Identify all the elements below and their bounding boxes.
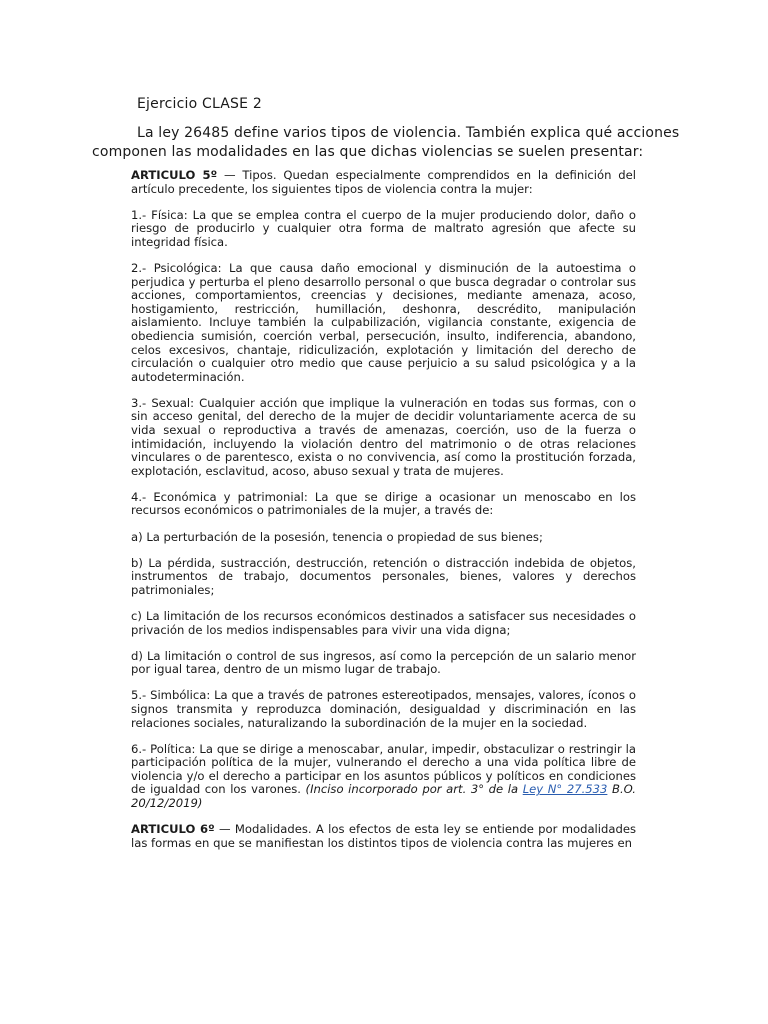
article-6-text: — Modalidades. A los efectos de esta ley se entiende por modalidades las formas en que se manifiestan los distintos tipos de violencia contra las mujeres en [131, 822, 636, 850]
law-excerpt [131, 169, 636, 863]
violence-type-psicologica: 2.- Psicológica: La que causa daño emocional y disminución de la autoestima o perjudica y perturba el pleno desarrollo personal o que busca degradar o controlar sus acciones, comportamientos, creencias y decisiones, mediante amenaza, acoso, hostigamiento, restricción, humillación, deshonra, descrédito, manipulación aislamiento. Incluye también la culpabilización, vigilancia constante, exigencia de obediencia sumisión, coerción verbal, persecución, insulto, indiferencia, abandono, celos excesivos, chantaje, ridiculización, explotación y limitación del derecho de circulación o cualquier otro medio que cause perjuicio a su salud psicológica y a la autodeterminación. [131, 260, 636, 384]
amendment-note-pre: (Inciso incorporado por art. 3° de la [305, 782, 523, 797]
intro-paragraph [92, 124, 692, 162]
law-27533-link[interactable]: Ley N° 27.533 [522, 782, 608, 797]
article-5-heading: ARTICULO 5º [131, 168, 218, 182]
economica-item-c: c) La limitación de los recursos económicos destinados a satisfacer sus necesidades o privación de los medios indispensables para vivir una vida digna; [131, 608, 636, 637]
violence-type-simbolica: 5.- Simbólica: La que a través de patrones estereotipados, mensajes, valores, íconos o signos transmita y reproduzca dominación, desigualdad y discriminación en las relaciones sociales, naturalizando la subordinación de la mujer en la sociedad. [131, 688, 636, 730]
article-5-paragraph [131, 169, 636, 196]
document-title: Ejercicio CLASE 2 [137, 96, 262, 112]
intro-line-1: La ley 26485 define varios tipos de violencia. También explica qué acciones [137, 125, 680, 141]
article-5-text: — Tipos. Quedan especialmente comprendidos en la definición del artículo precedente, los siguientes tipos de violencia contra la mujer: [131, 168, 636, 196]
violence-type-economica: 4.- Económica y patrimonial: La que se dirige a ocasionar un menoscabo en los recursos económicos o patrimoniales de la mujer, a través de: [131, 489, 636, 518]
economica-item-b: b) La pérdida, sustracción, destrucción, retención o distracción indebida de objetos, instrumentos de trabajo, documentos personales, bienes, valores y derechos patrimoniales; [131, 555, 636, 597]
article-6-paragraph [131, 823, 636, 850]
economica-item-a: a) La perturbación de la posesión, tenencia o propiedad de sus bienes; [131, 529, 543, 544]
intro-line-2: componen las modalidades en las que dichas violencias se suelen presentar: [92, 144, 644, 160]
economica-item-d: d) La limitación o control de sus ingresos, así como la percepción de un salario menor por igual tarea, dentro de un mismo lugar de trabajo. [131, 648, 636, 677]
amendment-note-post: B.O. 20/12/2019) [131, 782, 636, 810]
violence-type-fisica: 1.- Física: La que se emplea contra el cuerpo de la mujer produciendo dolor, daño o riesgo de producirlo y cualquier otra forma de maltrato agresión que afecte su integridad física. [131, 207, 636, 249]
violence-type-sexual: 3.- Sexual: Cualquier acción que implique la vulneración en todas sus formas, con o sin acceso genital, del derecho de la mujer de decidir voluntariamente acerca de su vida sexual o reproductiva a través de amenazas, coerción, uso de la fuerza o intimidación, incluyendo la violación dentro del matrimonio o de otras relaciones vinculares o de parentesco, exista o no convivencia, así como la prostitución forzada, explotación, esclavitud, acoso, abuso sexual y trata de mujeres. [131, 395, 636, 478]
politica-text: 6.- Política: La que se dirige a menoscabar, anular, impedir, obstaculizar o restringir la participación política de la mujer, vulnerando el derecho a una vida política libre de violencia y/o el derecho a participar en los asuntos públicos y políticos en condiciones de igualdad con los varones. [131, 741, 636, 797]
article-6-heading: ARTICULO 6º [131, 822, 215, 837]
violence-type-politica [131, 743, 636, 811]
